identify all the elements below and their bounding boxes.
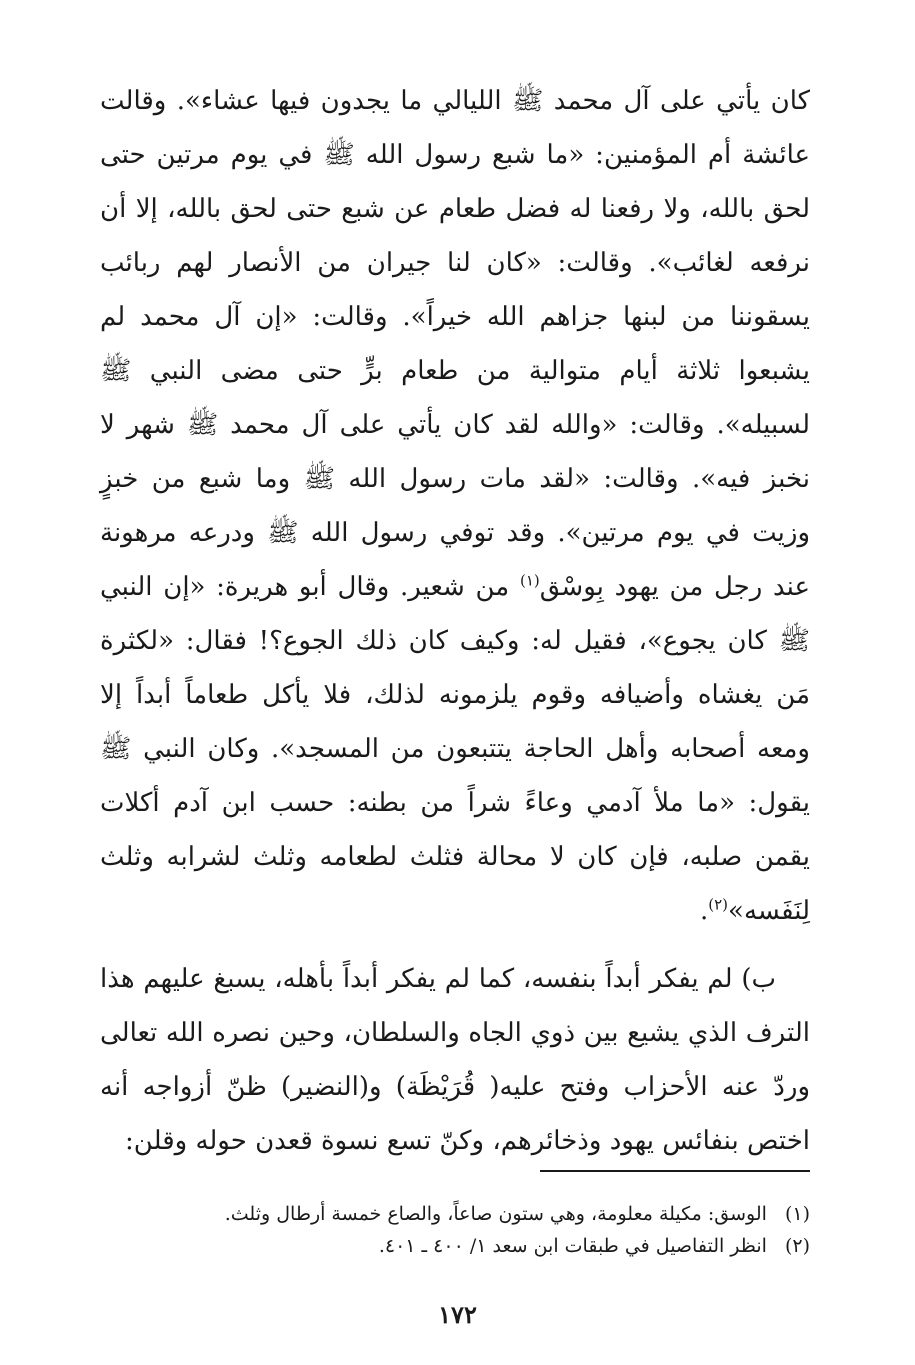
paragraph-1-text-b: من شعير. وقال أبو هريرة: «إن النبي ﷺ كان يجوع»، فقيل له: وكيف كان ذلك الجوع؟! فقال: «لكثرة مَن يغشاه وأضيافه وقوم يلزمونه لذلك، فلا يأكل طعاماً أبداً إلا ومعه أصحابه وأهل الحاجة يتتبعون من المسجد». وكان النبي ﷺ يقول: «ما ملأ آدمي وعاءً شراً من بطنه: حسب ابن آدم أكلات يقمن صلبه، فإن كان لا محالة فثلث لطعامه وثلث لشرابه وثلث لِنَفَسه» xyxy=(100,572,810,926)
footnote-ref-2: (٢) xyxy=(708,895,729,914)
footnote-ref-1: (١) xyxy=(519,571,540,590)
footnote-text: انظر التفاصيل في طبقات ابن سعد ١/ ٤٠٠ ـ ٤٠١. xyxy=(378,1235,767,1257)
footnote-2 xyxy=(100,1230,810,1262)
main-text xyxy=(100,74,810,1168)
page-number: ١٧٢ xyxy=(438,1300,477,1329)
paragraph-1-text-c: . xyxy=(699,896,709,926)
footnote-number: (١) xyxy=(784,1203,810,1225)
paragraph-1 xyxy=(100,74,810,938)
footnotes-list xyxy=(100,1198,810,1262)
footnote-text: الوسق: مكيلة معلومة، وهي ستون صاعاً، والصاع خمسة أرطال وثلث. xyxy=(224,1203,767,1225)
footnote-number: (٢) xyxy=(784,1235,810,1257)
paragraph-2 xyxy=(100,952,810,1168)
footnote-divider xyxy=(540,1170,810,1172)
footnote-1 xyxy=(100,1198,810,1230)
paragraph-2-text: ب) لم يفكر أبداً بنفسه، كما لم يفكر أبداً بأهله، يسبغ عليهم هذا الترف الذي يشيع بين ذوي الجاه والسلطان، وحين نصره الله تعالى وردّ عنه الأحزاب وفتح عليه( قُرَيْظَة) و(النضير) ظنّ أزواجه أنه اختص بنفائس يهود وذخائرهم، وكنّ تسع نسوة قعدن حوله وقلن: xyxy=(100,964,810,1156)
paragraph-1-text-a: كان يأتي على آل محمد ﷺ الليالي ما يجدون فيها عشاء». وقالت عائشة أم المؤمنين: «ما شبع رسول الله ﷺ في يوم مرتين حتى لحق بالله، ولا رفعنا له فضل طعام عن شبع حتى لحق بالله، إلا أن نرفعه لغائب». وقالت: «كان لنا جيران من الأنصار لهم ربائب يسقوننا من لبنها جزاهم الله خيراً». وقالت: «إن آل محمد لم يشبعوا ثلاثة أيام متوالية من طعام برٍّ حتى مضى النبي ﷺ لسبيله». وقالت: «والله لقد كان يأتي على آل محمد ﷺ شهر لا نخبز فيه». وقالت: «لقد مات رسول الله ﷺ وما شبع من خبزٍ وزيت في يوم مرتين». وقد توفي رسول الله ﷺ ودرعه مرهونة عند رجل من يهود بِوسْق xyxy=(100,86,810,602)
